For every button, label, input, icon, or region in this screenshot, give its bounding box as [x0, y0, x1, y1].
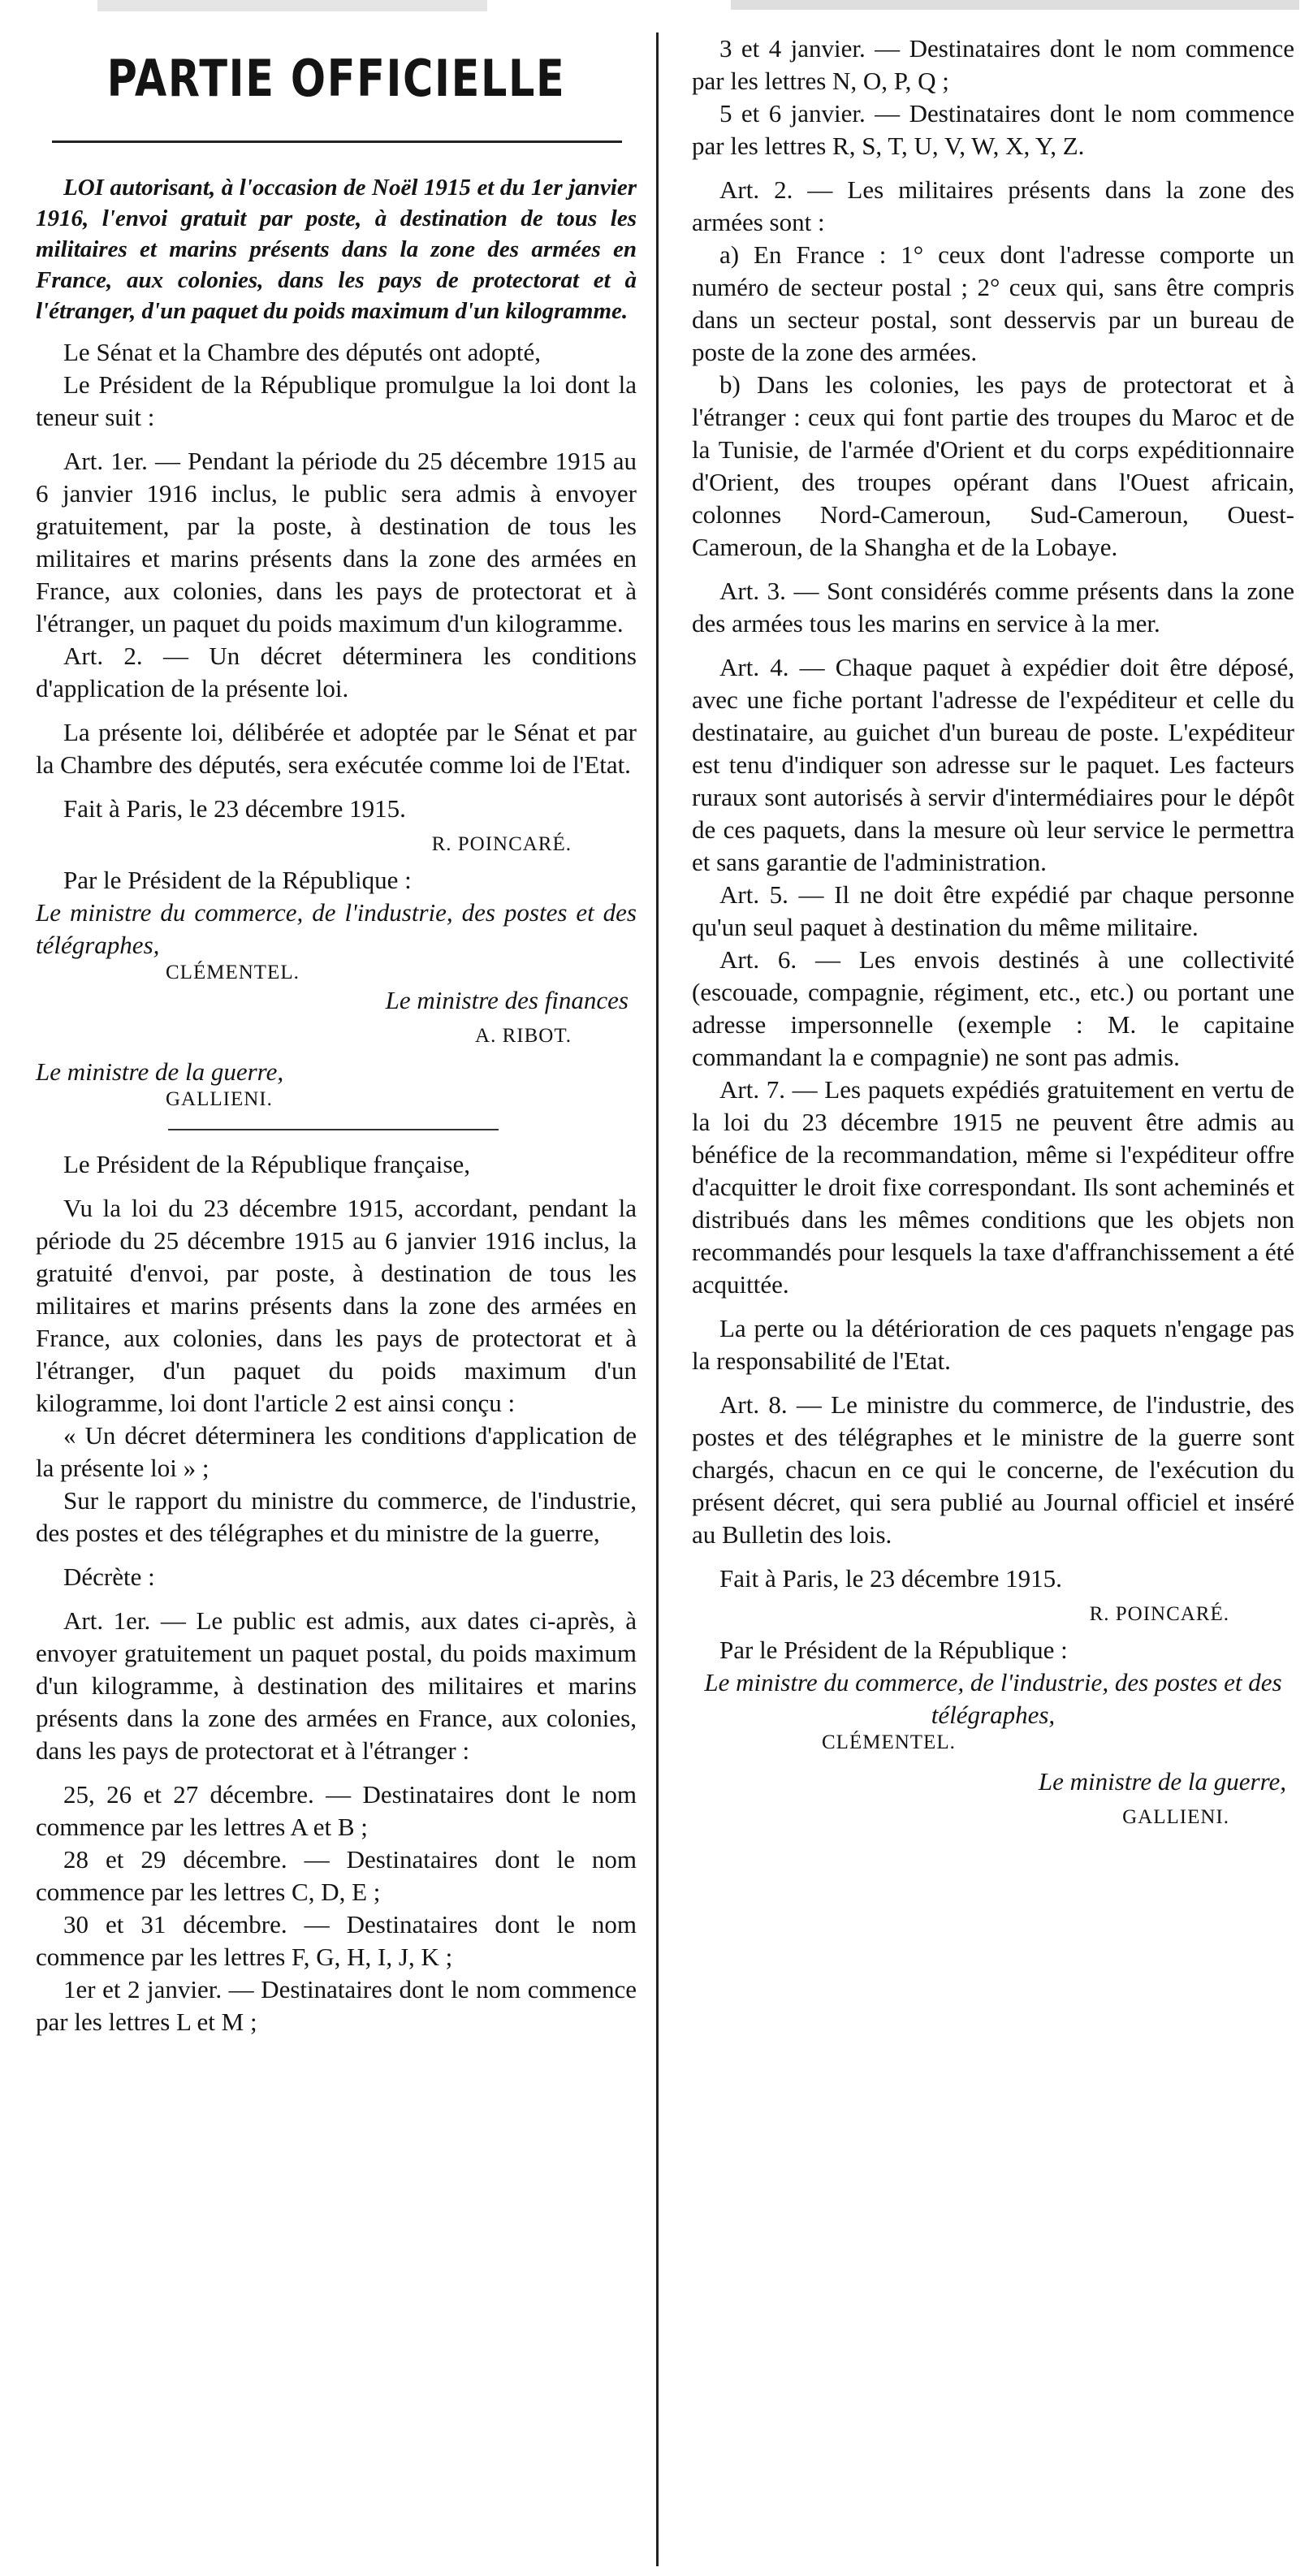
page-title: PARTIE OFFICIELLE	[106, 49, 566, 108]
decree-article-5: Art. 5. — Il ne doit être expédié par chaque personne qu'un seul paquet à destination du même militaire.	[692, 880, 1294, 941]
law-title: LOI autorisant, à l'occasion de Noël 1915 et du 1er janvier 1916, l'envoi gratuit par poste, à destination de tous les militaires et marins présents dans la zone des armées en France, aux colonies, dans les pays de protectorat et à l'étranger, d'un paquet du poids maximum d'un kilogramme.	[36, 175, 637, 324]
minister-war: Le ministre de la guerre,	[36, 1057, 284, 1086]
title-rule	[52, 140, 622, 143]
by-president: Par le Président de la République :	[63, 866, 412, 894]
minister-war: Le ministre de la guerre,	[1038, 1767, 1286, 1796]
signature-clementel: CLÉMENTEL.	[166, 962, 300, 983]
decree-decrete: Décrète :	[63, 1562, 155, 1591]
decree-article-1: Art. 1er. — Le public est admis, aux dates ci-après, à envoyer gratuitement un paquet postal, du poids maximum d'un kilogramme, à destination des militaires et marins présents dans la zone des armées en France, aux colonies, dans les pays de protectorat et à l'étranger :	[36, 1606, 637, 1765]
decree-article-7-note: La perte ou la détérioration de ces paquets n'engage pas la responsabilité de l'Etat.	[692, 1314, 1294, 1375]
decree-article-2: Art. 2. — Les militaires présents dans la zone des armées sont :	[692, 175, 1294, 236]
decree-article-8: Art. 8. — Le ministre du commerce, de l'industrie, des postes et des télégraphes et le ministre de la guerre sont chargés, chacun en ce qui le concerne, de l'exécution du présent décret, qui sera publié au Journal officiel et inséré au Bulletin des lois.	[692, 1390, 1294, 1549]
decree-paragraph: « Un décret déterminera les conditions d'application de la présente loi » ;	[36, 1421, 637, 1482]
decree-article-3: Art. 3. — Sont considérés comme présents dans la zone des armées tous les marins en service à la mer.	[692, 577, 1294, 638]
decree-article-4: Art. 4. — Chaque paquet à expédier doit être déposé, avec une fiche portant l'adresse de l'expéditeur et celle du destinataire, au guichet d'un bureau de poste. L'expéditeur est tenu d'indiquer son adresse sur le paquet. Les facteurs ruraux sont autorisés à servir d'intermédiaires pour le dépôt de ces paquets, dans la mesure où leur service le permettra et sans garantie de l'administration.	[692, 653, 1294, 876]
section-divider	[168, 1129, 499, 1130]
decree-paragraph: Le Président de la République française,	[63, 1150, 470, 1178]
decree-article-6: Art. 6. — Les envois destinés à une collectivité (escouade, compagnie, régiment, etc., etc.) ou portant une adresse impersonnelle (exemple : M. le capitaine commandant la e compagnie) ne sont pas admis.	[692, 945, 1294, 1071]
right-column	[676, 0, 1309, 2576]
signature-ribot: A. RIBOT.	[475, 1025, 572, 1047]
law-paragraph: La présente loi, délibérée et adoptée par le Sénat et par la Chambre des députés, sera exécutée comme loi de l'Etat.	[36, 718, 637, 779]
decree-date-item: 25, 26 et 27 décembre. — Destinataires dont le nom commence par les lettres A et B ;	[36, 1780, 637, 1841]
left-column	[0, 0, 650, 2576]
decree-article-2b: b) Dans les colonies, les pays de protectorat et à l'étranger : ceux qui font partie des troupes du Maroc et de la Tunisie, de l'armée d'Orient et du corps expéditionnaire d'Orient, des troupes opérant dans l'Ouest africain, colonnes Nord-Cameroun, Sud-Cameroun, Ouest-Cameroun, de la Shangha et de la Lobaye.	[692, 370, 1294, 561]
signature-poincare: R. POINCARÉ.	[431, 833, 572, 855]
decree-date-item: 28 et 29 décembre. — Destinataires dont le nom commence par les lettres C, D, E ;	[36, 1845, 637, 1906]
signature-poincare: R. POINCARÉ.	[1089, 1603, 1229, 1625]
decree-date-item: 5 et 6 janvier. — Destinataires dont le nom commence par les lettres R, S, T, U, V, W, X, Y, Z.	[692, 99, 1294, 160]
minister-commerce: Le ministre du commerce, de l'industrie, des postes et des télégraphes,	[704, 1668, 1282, 1729]
law-date: Fait à Paris, le 23 décembre 1915.	[63, 794, 406, 823]
decree-paragraph: Vu la loi du 23 décembre 1915, accordant, pendant la période du 25 décembre 1915 au 6 janvier 1916 inclus, la gratuité d'envoi, par poste, à destination de tous les militaires et marins présents dans la zone des armées en France, aux colonies, dans les pays de protectorat et à l'étranger, d'un paquet du poids maximum d'un kilogramme, loi dont l'article 2 est ainsi conçu :	[36, 1194, 637, 1417]
decree-paragraph: Sur le rapport du ministre du commerce, de l'industrie, des postes et des télégraphes et du ministre de la guerre,	[36, 1486, 637, 1547]
decree-article-7: Art. 7. — Les paquets expédiés gratuitement en vertu de la loi du 23 décembre 1915 ne peuvent être admis au bénéfice de la recommandation, même si l'expéditeur offre d'acquitter le droit fixe correspondant. Ils sont acheminés et distribués dans les mêmes conditions que les objets non recommandés pour lesquels la taxe d'affranchissement a été acquittée.	[692, 1075, 1294, 1299]
signature-clementel: CLÉMENTEL.	[822, 1731, 956, 1753]
column-divider	[656, 32, 659, 2566]
law-paragraph: Le Sénat et la Chambre des députés ont adopté,	[63, 338, 541, 366]
decree-date-item: 30 et 31 décembre. — Destinataires dont le nom commence par les lettres F, G, H, I, J, K ;	[36, 1910, 637, 1971]
minister-finances: Le ministre des finances	[385, 986, 629, 1014]
law-article-1: Art. 1er. — Pendant la période du 25 décembre 1915 au 6 janvier 1916 inclus, le public sera admis à envoyer gratuitement, par la poste, à destination de tous les militaires et marins présents dans la zone des armées en France, aux colonies, dans les pays de protectorat et à l'étranger, un paquet du poids maximum d'un kilogramme.	[36, 447, 637, 638]
decree-date: Fait à Paris, le 23 décembre 1915.	[719, 1564, 1062, 1593]
signature-gallieni: GALLIENI.	[1122, 1806, 1229, 1828]
law-article-2: Art. 2. — Un décret déterminera les conditions d'application de la présente loi.	[36, 642, 637, 702]
signature-gallieni: GALLIENI.	[166, 1088, 273, 1110]
decree-date-item: 3 et 4 janvier. — Destinataires dont le nom commence par les lettres N, O, P, Q ;	[692, 34, 1294, 95]
minister-commerce: Le ministre du commerce, de l'industrie, des postes et des télégraphes,	[36, 898, 637, 959]
decree-date-item: 1er et 2 janvier. — Destinataires dont le nom commence par les lettres L et M ;	[36, 1975, 637, 2036]
decree-article-2a: a) En France : 1° ceux dont l'adresse comporte un numéro de secteur postal ; 2° ceux qui, sans être compris dans un secteur postal, sont desservis par un bureau de poste de la zone des armées.	[692, 240, 1294, 366]
law-paragraph: Le Président de la République promulgue la loi dont la teneur suit :	[36, 370, 637, 431]
by-president: Par le Président de la République :	[719, 1636, 1068, 1664]
